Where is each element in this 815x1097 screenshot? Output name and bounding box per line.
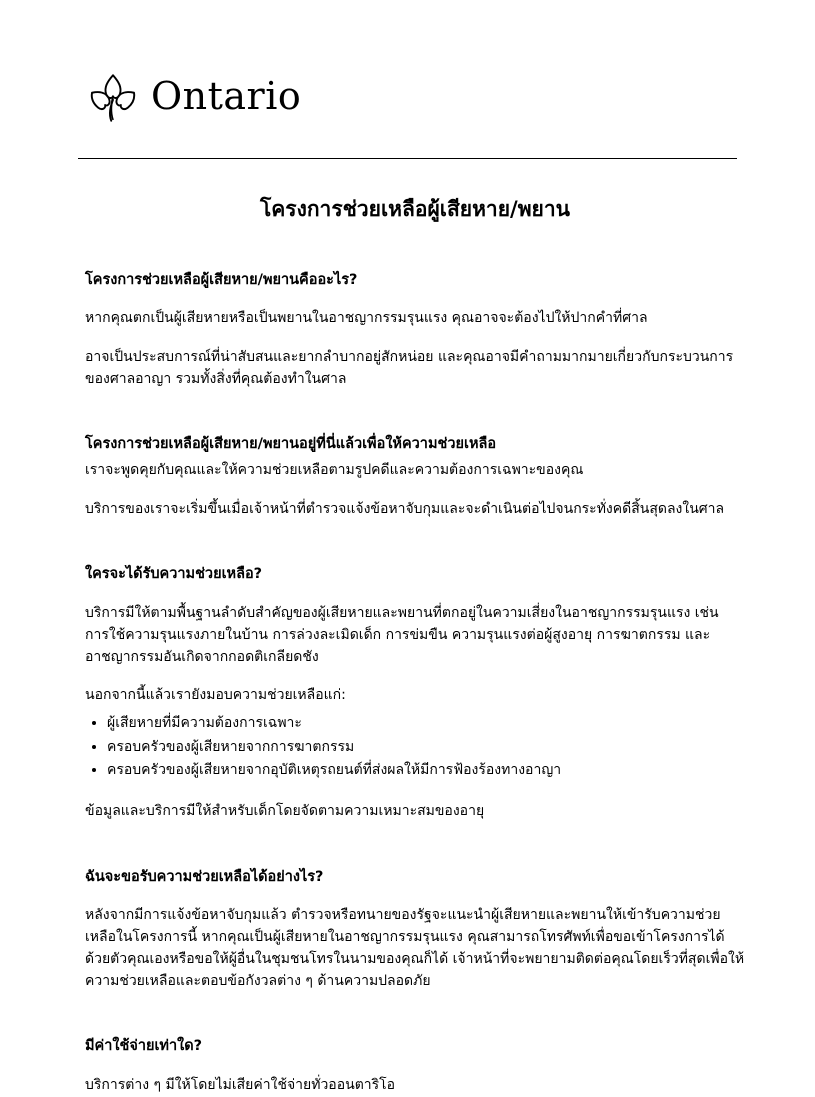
ontario-wordmark: Ontario [151,74,302,118]
section-heading-4: ฉันจะขอรับความช่วยเหลือได้อย่างไร? [85,868,324,885]
section-3-paragraph-3: ข้อมูลและบริการมีให้สำหรับเด็กโดยจัดตามความเหมาะสมของอายุ [85,803,485,819]
section-1-paragraph-2: อาจเป็นประสบการณ์ที่น่าสับสนและยากลำบากอยู่สักหน่อย และคุณอาจมีคำถามมากมายเกี่ยวกับกระบวนการของศาลอาญา รวมทั้งสิ่งที่คุณต้องทำในศาล [85,348,734,387]
section-2-paragraph-2: บริการของเราจะเริ่มขึ้นเมื่อเจ้าหน้าที่ตำรวจแจ้งข้อหาจับกุมและจะดำเนินต่อไปจนกระทั่งคดีสิ้นสุดลงในศาล [85,500,725,517]
header-divider [78,158,737,159]
section-1-paragraph-1: หากคุณตกเป็นผู้เสียหายหรือเป็นพยานในอาชญากรรมรุนแรง คุณอาจจะต้องไปให้ปากคำที่ศาล [85,310,648,327]
list-item: • ครอบครัวของผู้เสียหายจากอุบัติเหตุรถยนต์ที่ส่งผลให้มีการฟ้องร้องทางอาญา [107,760,745,782]
eligibility-list [85,713,745,782]
section-3-paragraph-2: นอกจากนี้แล้วเรายังมอบความช่วยเหลือแก่: [85,687,346,704]
ontario-logo [85,70,301,126]
section-heading-2: โครงการช่วยเหลือผู้เสียหาย/พยานอยู่ที่นี่แล้วเพื่อให้ความช่วยเหลือ [85,436,497,453]
list-item: • ผู้เสียหายที่มีความต้องการเฉพาะ [107,713,745,735]
section-heading-3: ใครจะได้รับความช่วยเหลือ? [85,566,263,583]
section-3-paragraph-1: บริการมีให้ตามพื้นฐานลำดับสำคัญของผู้เสียหายและพยานที่ตกอยู่ในความเสี่ยงในอาชญากรรมรุนแรง เช่น การใช้ความรุนแรงภายในบ้าน การล่วงละเมิดเด็ก การข่มขืน ความรุนแรงต่อผู้สูงอายุ การฆาตกรรม และอาชญากรรมอันเกิดจากกอดติเกลียดชัง [85,605,719,665]
section-2-paragraph-1: เราจะพูดคุยกับคุณและให้ความช่วยเหลือตามรูปคดีและความต้องการเฉพาะของคุณ [85,462,584,479]
section-4-paragraph-1: หลังจากมีการแจ้งข้อหาจับกุมแล้ว ตำรวจหรือทนายของรัฐจะแนะนำผู้เสียหายและพยานให้เข้ารับความช่วยเหลือในโครงการนี้ หากคุณเป็นผู้เสียหายในอาชญากรรมรุนแรง คุณสามารถโทรศัพท์เพื่อขอเข้าโครงการได้ด้วยตัวคุณเองหรือขอให้ผู้อื่นในชุมชนโทรในนามของคุณก็ได้ เจ้าหน้าที่จะพยายามติดต่อคุณโดยเร็วที่สุดเพื่อให้ความช่วยเหลือและตอบข้อกังวลต่าง ๆ ด้านความปลอดภัย [85,907,745,989]
document-content [85,182,745,1097]
section-heading-1: โครงการช่วยเหลือผู้เสียหาย/พยานคืออะไร? [85,271,358,288]
section-5-paragraph-1: บริการต่าง ๆ มีให้โดยไม่เสียค่าใช้จ่ายทั่วออนตาริโอ [85,1076,396,1093]
list-item: • ครอบครัวของผู้เสียหายจากการฆาตกรรม [107,737,745,759]
page-title: โครงการช่วยเหลือผู้เสียหาย/พยาน [259,197,570,221]
section-heading-5: มีค่าใช้จ่ายเท่าใด? [85,1038,203,1055]
trillium-icon [85,70,141,126]
